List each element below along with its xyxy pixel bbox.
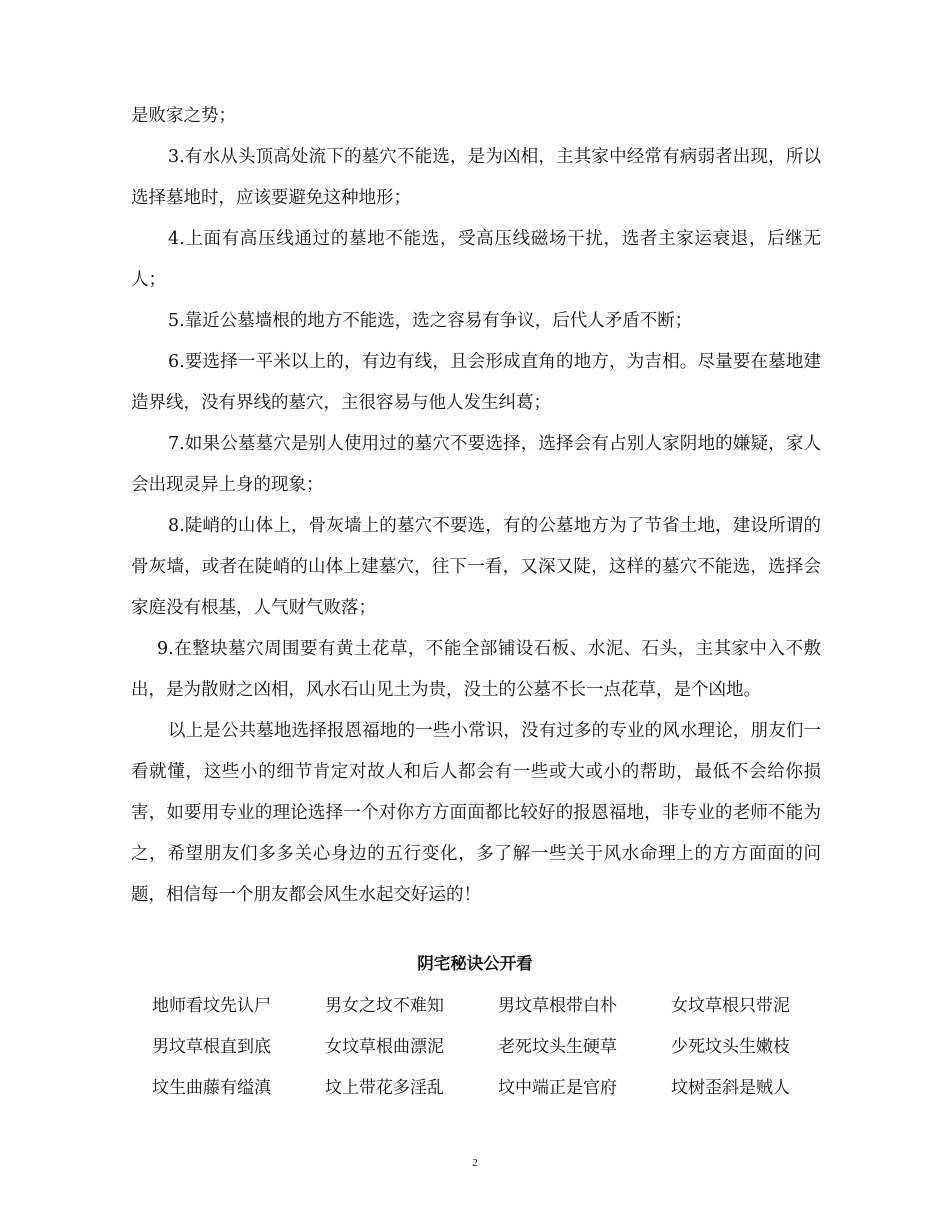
paragraph-item-5: 5.靠近公墓墙根的地方不能选，选之容易有争议，后代人矛盾不断； [168,311,693,331]
verse-line: 坟中端正是官府 [498,1078,617,1098]
verse-line: 男坟草根带白朴 [498,996,617,1016]
paragraph-continuation: 是败家之势； [131,106,236,126]
verse-row [152,1031,852,1072]
section-title: 阴宅秘诀公开看 [417,954,533,973]
paragraph-item-7: 7.如果公墓墓穴是别人使用过的墓穴不要选择，选择会有占别人家阴地的嫌疑，家人会出现灵异上身的现象； [131,434,821,495]
verse-row [152,990,852,1031]
verse-line: 老死坟头生硬草 [498,1037,617,1057]
page-number: 2 [472,1157,478,1169]
paragraph-item-4: 4.上面有高压线通过的墓地不能选，受高压线磁场干扰，选者主家运衰退，后继无人； [131,229,821,290]
paragraph-item-6: 6.要选择一平米以上的，有边有线，且会形成直角的地方，为吉相。尽量要在墓地建造界线，没有界线的墓穴，主很容易与他人发生纠葛； [131,352,821,413]
verse-line: 少死坟头生嫩枝 [671,1037,790,1057]
verse-table [152,990,852,1113]
verse-row [152,1072,852,1113]
verse-line: 男女之坟不难知 [325,996,444,1016]
verse-line: 坟树歪斜是贼人 [671,1078,790,1098]
verse-line: 女坟草根只带泥 [671,996,790,1016]
paragraph-item-3: 3.有水从头顶高处流下的墓穴不能选，是为凶相，主其家中经常有病弱者出现，所以选择墓地时，应该要避免这种地形； [131,147,821,208]
verse-line: 坟生曲藤有缢滇 [152,1078,271,1098]
verse-line: 男坟草根直到底 [152,1037,271,1057]
verse-line: 地师看坟先认尸 [152,996,271,1016]
paragraph-conclusion: 以上是公共墓地选择报恩福地的一些小常识，没有过多的专业的风水理论，朋友们一看就懂，这些小的细节肯定对故人和后人都会有一些或大或小的帮助，最低不会给你损害，如要用专业的理论选择一个对你方方面面都比较好的报恩福地，非专业的老师不能为之，希望朋友们多多关心身边的五行变化，多了解一些关于风水命理上的方方面面的问题，相信每一个朋友都会风生水起交好运的！ [131,721,821,905]
verse-line: 女坟草根曲漂泥 [325,1037,444,1057]
paragraph-item-9: 9.在整块墓穴周围要有黄土花草，不能全部铺设石板、水泥、石头，主其家中入不敷出，是为散财之凶相，风水石山见土为贵，没土的公墓不长一点花草，是个凶地。 [131,639,821,700]
paragraph-item-8: 8.陡峭的山体上，骨灰墙上的墓穴不要选，有的公墓地方为了节省土地，建设所谓的骨灰墙，或者在陡峭的山体上建墓穴，往下一看，又深又陡，这样的墓穴不能选，选择会家庭没有根基，人气财气败落； [131,516,821,618]
verse-line: 坟上带花多淫乱 [325,1078,444,1098]
